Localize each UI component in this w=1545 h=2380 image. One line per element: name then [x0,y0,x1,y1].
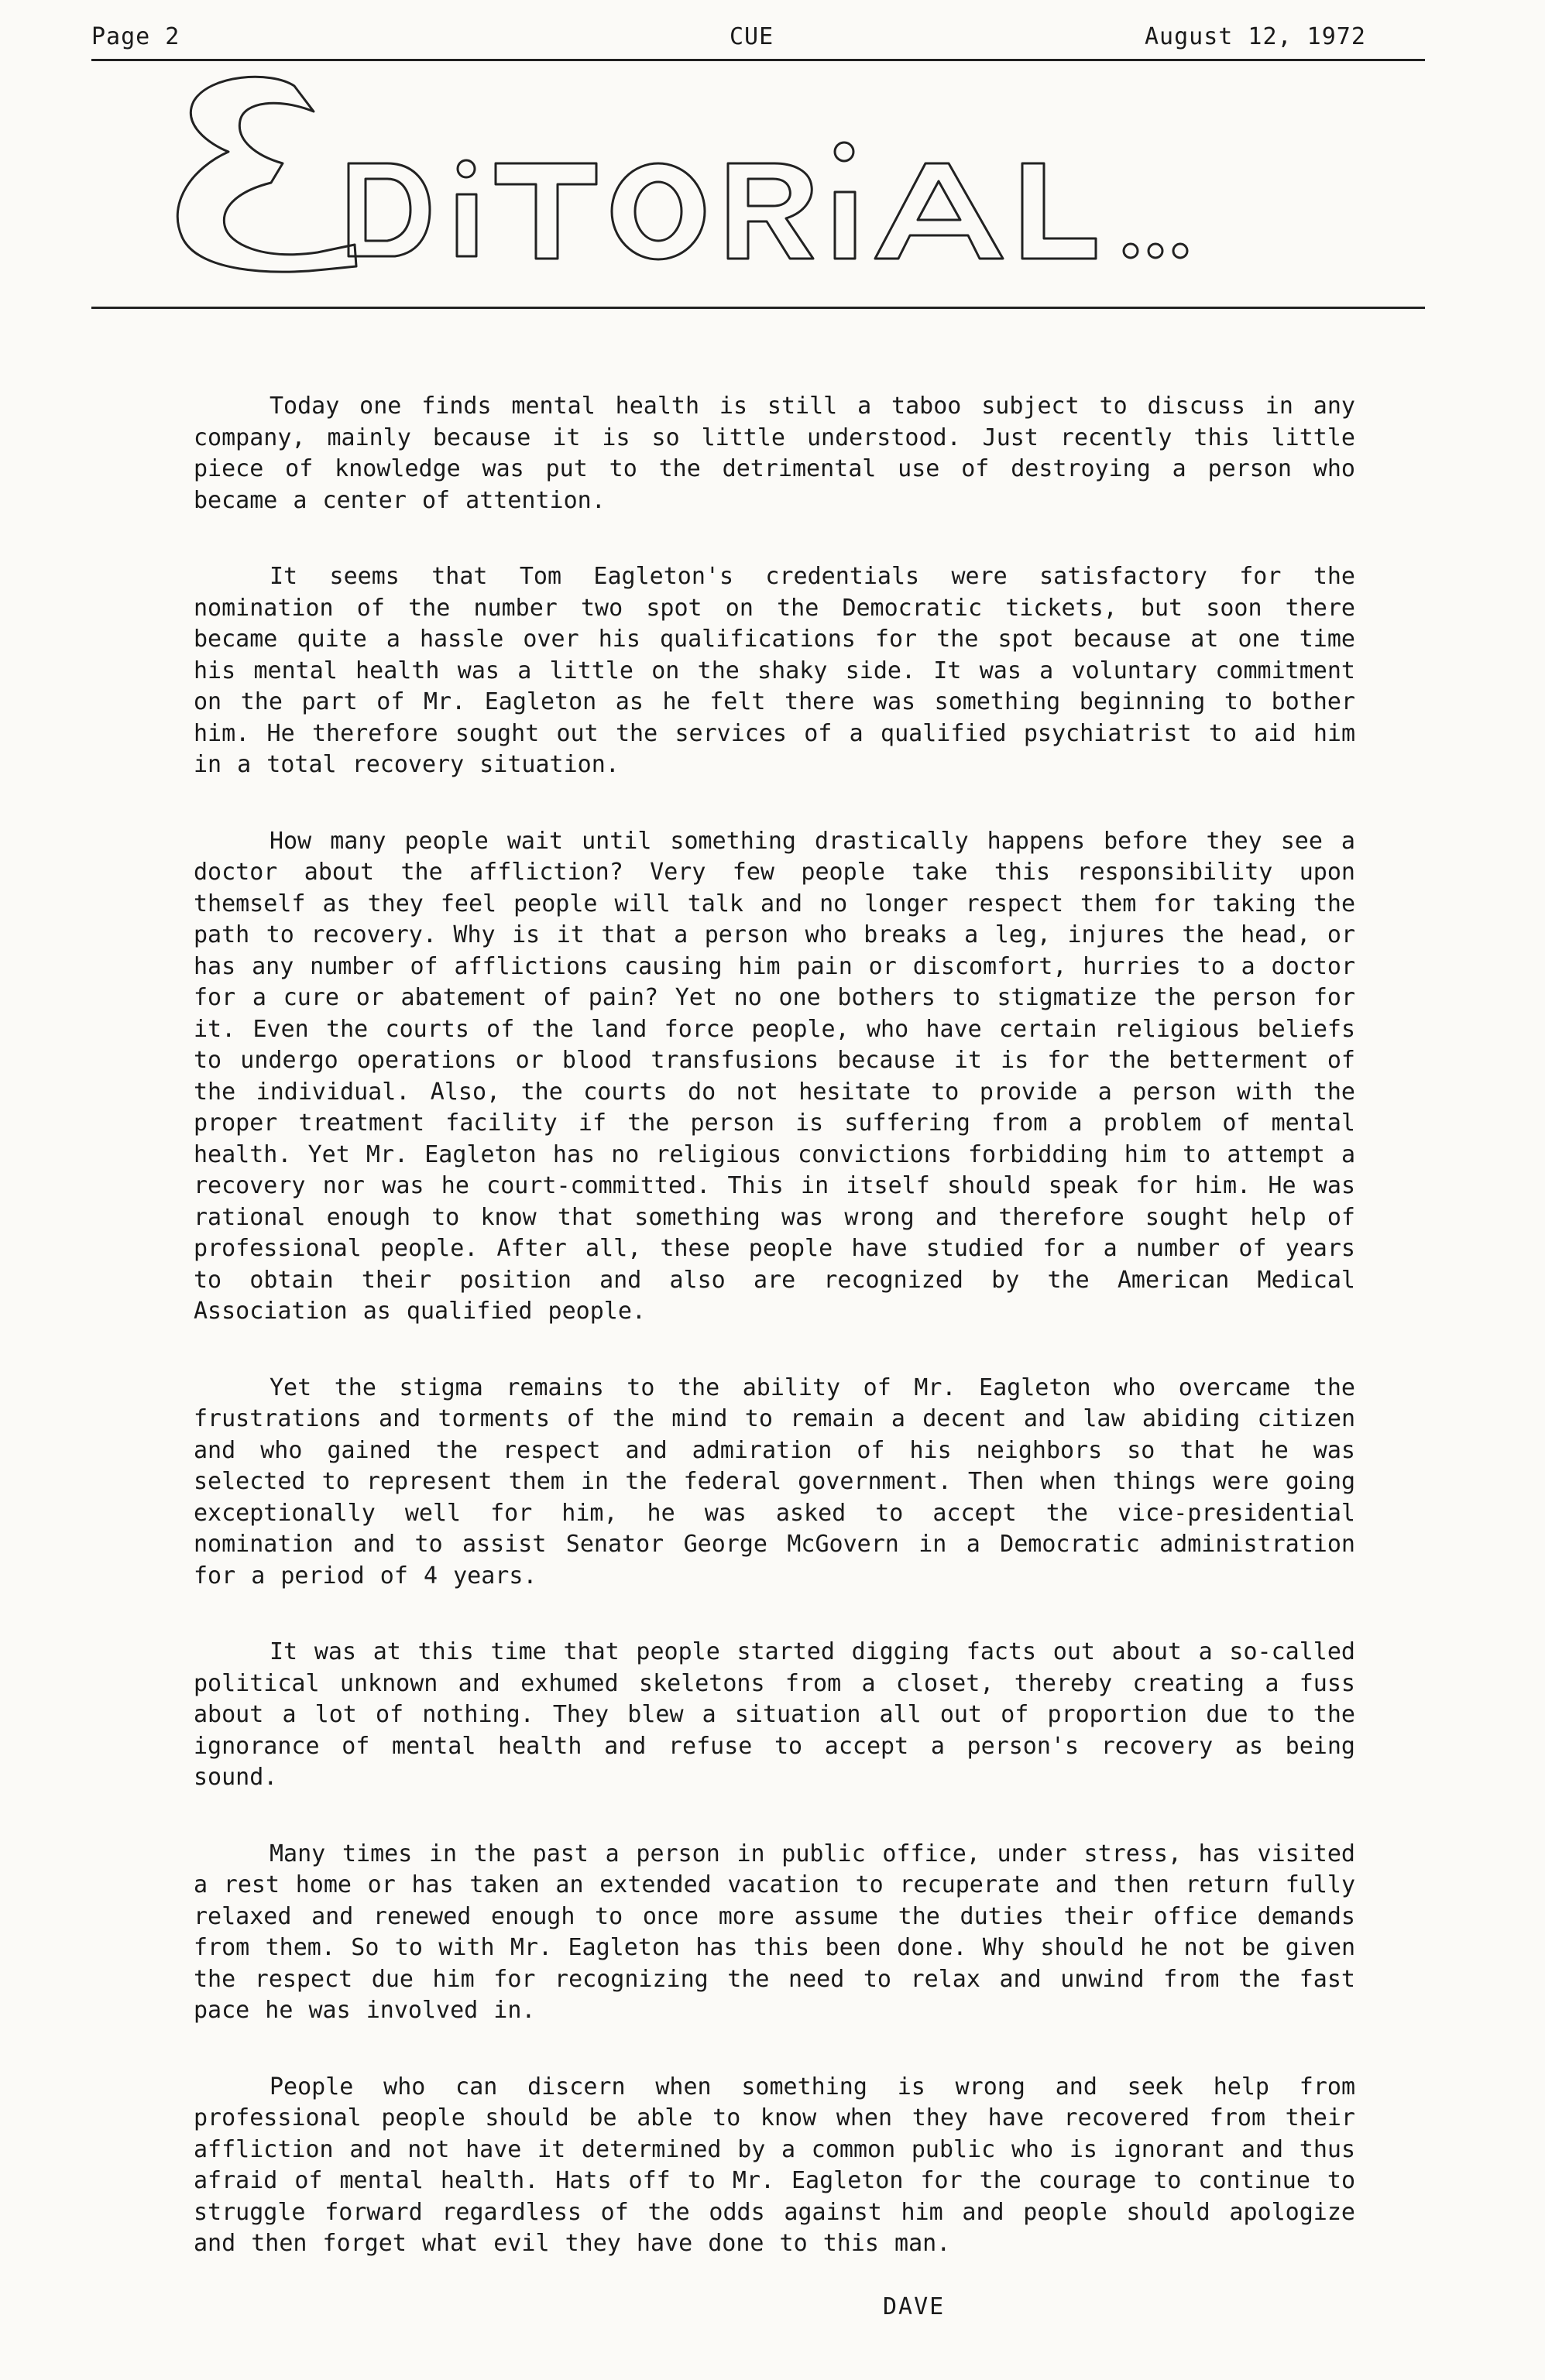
banner-rule [91,307,1425,309]
editorial-banner [163,67,1371,307]
article-paragraph: It seems that Tom Eagleton's credentials were satisfactory for the nomination of the number two spot on the Democratic tickets, but soon there became quite a hassle over his qualifications for the spot because at one time his mental health was a little on the shaky side. It was a voluntary commitment on the part of Mr. Eagleton as he felt there was something beginning to bother him. He therefore sought out the services of a qualified psychiatrist to aid him in a total recovery situation. [194,563,1355,778]
article-paragraph: It was at this time that people started digging facts out about a so-called political unknown and exhumed skeletons from a closet, thereby creating a fuss about a lot of nothing. They blew a situation all out of proportion due to the ignorance of mental health and refuse to accept a person's recovery as being sound. [194,1638,1355,1791]
article-paragraph: Yet the stigma remains to the ability of Mr. Eagleton who overcame the frustrations and torments of the mind to remain a decent and law abiding citizen and who gained the respect and admiration of his neighbors so that he was selected to represent them in the federal government. Then when things were going exceptionally well for him, he was asked to accept the vice-presidential nomination and to assist Senator George McGovern in a Democratic administration for a period of 4 years. [194,1373,1355,1590]
page-number: Page 2 [91,23,180,50]
publication-name: CUE [730,23,774,50]
article-paragraph: Today one finds mental health is still a taboo subject to discuss in any company, mainly because it is so little understood. Just recently this little piece of knowledge was put to the detrimental use of destroying a person who became a center of attention. [194,393,1355,514]
article-paragraph: People who can discern when something is wrong and seek help from professional people should be able to know when they have recovered from their affliction and not have it determined by a common public who is ignorant and thus afraid of mental health. Hats off to Mr. Eagleton for the courage to continue to struggle forward regardless of the odds against him and people should apologize and then forget what evil they have done to this man. [194,2073,1355,2257]
editorial-banner-art [163,67,1371,307]
author-signature: DAVE [883,2293,946,2320]
issue-date: August 12, 1972 [1145,23,1366,50]
header-rule [91,59,1425,61]
article-paragraph: How many people wait until something drastically happens before they see a doctor about the affliction? Very few people take this responsibility upon themself as they feel people will talk and no longer respect them for taking the path to recovery. Why is it that a person who breaks a leg, injures the head, or has any number of afflictions causing him pain or discomfort, hurries to a doctor for a cure or abatement of pain? Yet no one bothers to stigmatize the person for it. Even the courts of the land force people, who have certain religious beliefs to undergo operations or blood transfusions because it is for the betterment of the individual. Also, the courts do not hesitate to provide a person with the proper treatment facility if the person is suffering from a problem of mental health. Yet Mr. Eagleton has no religious convictions forbidding him to attempt a recovery nor was he court-committed. This in itself should speak for him. He was rational enough to know that something was wrong and therefore sought help of professional people. After all, these people have studied for a number of years to obtain their position and also are recognized by the American Medical Association as qualified people. [194,827,1355,1325]
editorial-article [194,391,1355,2305]
article-paragraph: Many times in the past a person in public office, under stress, has visited a rest home or has taken an extended vacation to recuperate and then return fully relaxed and renewed enough to once more assume the duties their office demands from them. So to with Mr. Eagleton has this been done. Why should he not be given the respect due him for recognizing the need to relax and unwind from the fast pace he was involved in. [194,1840,1355,2024]
